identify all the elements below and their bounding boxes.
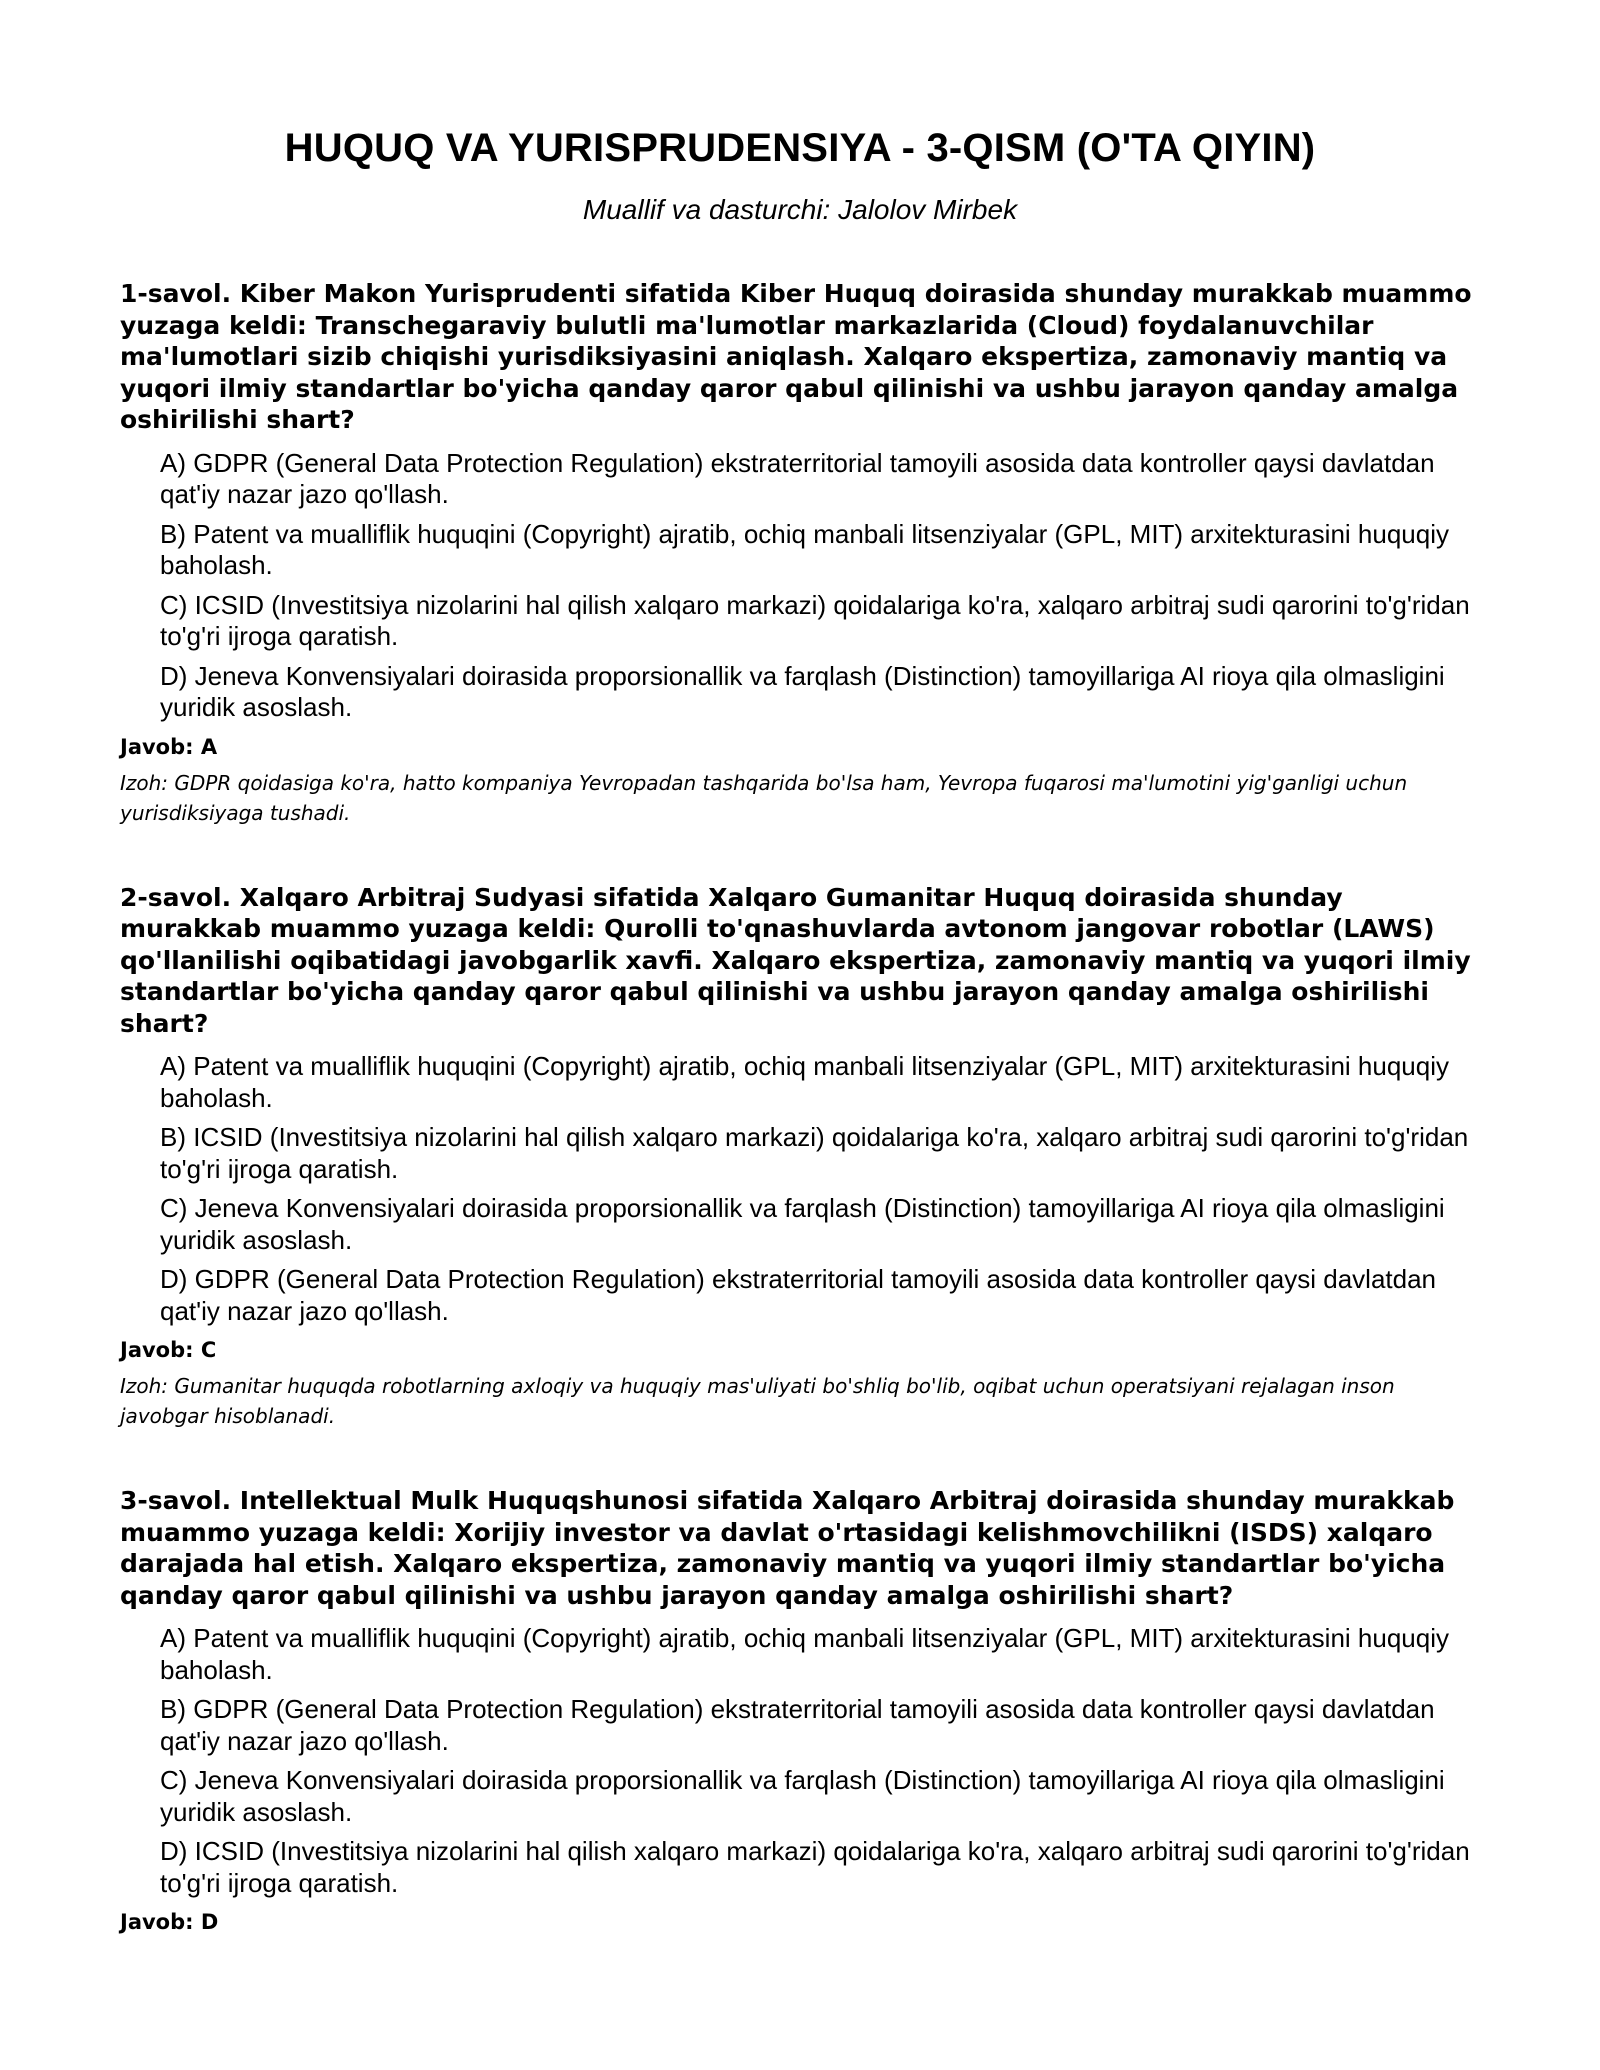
question-1: [120, 278, 1480, 828]
option-b: B) ICSID (Investitsiya nizolarini hal qilish xalqaro markazi) qoidalariga ko'ra, xalqaro arbitraj sudi qarorini to'g'ridan to'g'ri ijroga qaratish.: [160, 1122, 1469, 1184]
option-a: A) GDPR (General Data Protection Regulation) ekstraterritorial tamoyili asosida data kontroller qaysi davlatdan qat'iy nazar jazo qo'llash.: [160, 447, 1435, 509]
option-c: C) Jeneva Konvensiyalari doirasida proporsionallik va farqlash (Distinction) tamoyillariga AI rioya qila olmasligini yuridik asoslash.: [160, 1765, 1445, 1827]
option-b: B) GDPR (General Data Protection Regulation) ekstraterritorial tamoyili asosida data kontroller qaysi davlatdan qat'iy nazar jazo qo'llash.: [160, 1694, 1435, 1756]
option-a: A) Patent va mualliflik huquqini (Copyright) ajratib, ochiq manbali litsenziyalar (GPL, MIT) arxitekturasini huquqiy baholash.: [160, 1051, 1449, 1113]
option-d: D) ICSID (Investitsiya nizolarini hal qilish xalqaro markazi) qoidalariga ko'ra, xalqaro arbitraj sudi qarorini to'g'ridan to'g'ri ijroga qaratish.: [160, 1836, 1470, 1898]
option-list: [160, 1051, 1480, 1327]
option-list: [160, 1623, 1480, 1899]
answer-label: Javob: D: [120, 1910, 219, 1934]
document-subtitle: Muallif va dasturchi: Jalolov Mirbek: [582, 194, 1018, 225]
document-page: [120, 120, 1480, 1937]
question-text: 3-savol. Intellektual Mulk Huquqshunosi sifatida Xalqaro Arbitraj doirasida shunday murakkab muammo yuzaga keldi: Xorijiy investor va davlat o'rtasidagi kelishmovchilikni (ISDS) xalqaro darajada hal etish. Xalqaro ekspertiza, zamonaviy mantiq va yuqori ilmiy standartlar bo'yicha qanday qaror qabul qilinishi va ushbu jarayon qanday amalga oshirilishi shart?: [120, 1486, 1455, 1610]
question-text: 2-savol. Xalqaro Arbitraj Sudyasi sifatida Xalqaro Gumanitar Huquq doirasida shunday murakkab muammo yuzaga keldi: Qurolli to'qnashuvlarda avtonom jangovar robotlar (LAWS) qo'llanilishi oqibatidagi javobgarlik xavfi. Xalqaro ekspertiza, zamonaviy mantiq va yuqori ilmiy standartlar bo'yicha qanday qaror qabul qilinishi va ushbu jarayon qanday amalga oshirilishi shart?: [120, 882, 1471, 1038]
question-2: [120, 882, 1480, 1432]
option-b: B) Patent va mualliflik huquqini (Copyright) ajratib, ochiq manbali litsenziyalar (GPL, MIT) arxitekturasini huquqiy baholash.: [160, 518, 1449, 580]
explanation-note: Izoh: Gumanitar huquqda robotlarning axloqiy va huquqiy mas'uliyati bo'shliq bo'lib, oqibat uchun operatsiyani rejalagan inson javobgar hisoblanadi.: [120, 1374, 1395, 1428]
answer-label: Javob: A: [120, 734, 218, 759]
explanation-note: Izoh: GDPR qoidasiga ko'ra, hatto kompaniya Yevropadan tashqarida bo'lsa ham, Yevropa fuqarosi ma'lumotini yig'ganligi uchun yurisdiksiyaga tushadi.: [120, 770, 1408, 825]
option-c: C) Jeneva Konvensiyalari doirasida proporsionallik va farqlash (Distinction) tamoyillariga AI rioya qila olmasligini yuridik asoslash.: [160, 1193, 1445, 1255]
option-d: D) Jeneva Konvensiyalari doirasida proporsionallik va farqlash (Distinction) tamoyillariga AI rioya qila olmasligini yuridik asoslash.: [160, 660, 1445, 722]
document-title: HUQUQ VA YURISPRUDENSIYA - 3-QISM (O'TA QIYIN): [284, 126, 1316, 170]
question-3: [120, 1485, 1480, 1937]
option-c: C) ICSID (Investitsiya nizolarini hal qilish xalqaro markazi) qoidalariga ko'ra, xalqaro arbitraj sudi qarorini to'g'ridan to'g'ri ijroga qaratish.: [160, 589, 1470, 651]
question-text: 1-savol. Kiber Makon Yurisprudenti sifatida Kiber Huquq doirasida shunday murakkab muammo yuzaga keldi: Transchegaraviy bulutli ma'lumotlar markazlarida (Cloud) foydalanuvchilar ma'lumotlari sizib chiqishi yurisdiksiyasini aniqlash. Xalqaro ekspertiza, zamonaviy mantiq va yuqori ilmiy standartlar bo'yicha qanday qaror qabul qilinishi va ushbu jarayon qanday amalga oshirilishi shart?: [120, 279, 1472, 434]
option-list: [160, 448, 1480, 724]
option-a: A) Patent va mualliflik huquqini (Copyright) ajratib, ochiq manbali litsenziyalar (GPL, MIT) arxitekturasini huquqiy baholash.: [160, 1623, 1449, 1685]
option-d: D) GDPR (General Data Protection Regulation) ekstraterritorial tamoyili asosida data kontroller qaysi davlatdan qat'iy nazar jazo qo'llash.: [160, 1264, 1437, 1326]
answer-label: Javob: C: [120, 1338, 217, 1362]
